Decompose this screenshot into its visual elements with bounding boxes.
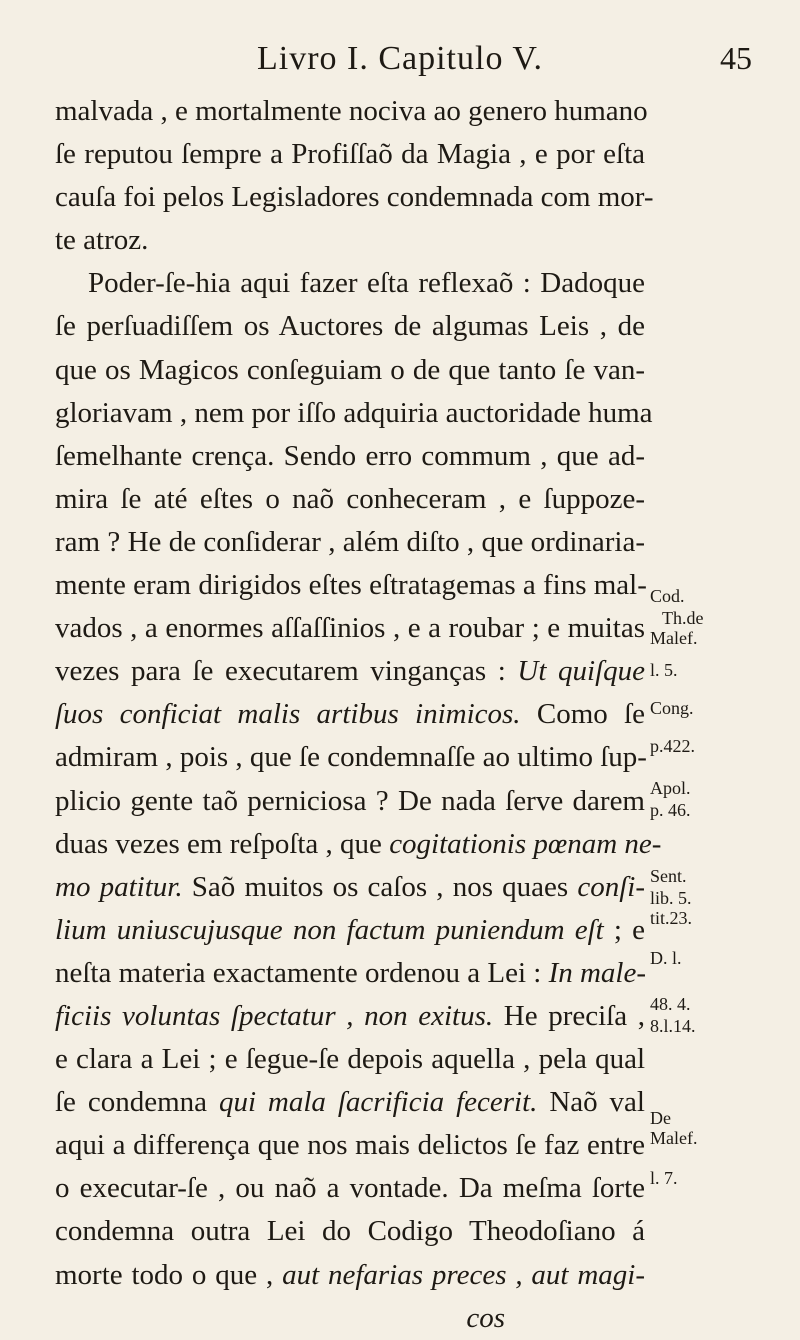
text-line: mira ſe até eſtes o naõ conheceram , e ſuppoze-: [55, 482, 645, 515]
margin-note: lib. 5.: [650, 888, 692, 908]
text-line: neſta materia exactamente ordenou a Lei : In male-: [55, 956, 646, 989]
text-line: mente eram dirigidos eſtes eſtratagemas a fins mal-: [55, 569, 647, 602]
text-line: ficiis voluntas ſpectatur , non exitus. He preciſa ,: [55, 999, 645, 1032]
text-line: lium uniuscujusque non factum puniendum eſt ; e: [55, 913, 645, 946]
margin-note: 8.l.14.: [650, 1016, 696, 1036]
text-line: ſuos conficiat malis artibus inimicos. Como ſe: [55, 698, 645, 731]
margin-note: l. 7.: [650, 1168, 678, 1188]
text-line: malvada , e mortalmente nociva ao genero humano: [55, 95, 648, 127]
text-line: plicio gente taõ perniciosa ? De nada ſerve darem: [55, 784, 645, 817]
margin-note: Malef.: [650, 628, 698, 648]
margin-note: Th.de: [662, 608, 704, 628]
text-line: que os Magicos conſeguiam o de que tanto ſe van-: [55, 353, 645, 386]
margin-note: Malef.: [650, 1128, 698, 1148]
text-line: cauſa foi pelos Legisladores condemnada com mor-: [55, 181, 654, 214]
text-line: morte todo o que , aut nefarias preces , aut magi-: [55, 1258, 645, 1291]
text-line: duas vezes em reſpoſta , que cogitationis pœnam ne-: [55, 827, 662, 860]
text-line: ſemelhante crença. Sendo erro commum , que ad-: [55, 439, 645, 472]
margin-note: Cod.: [650, 586, 685, 606]
margin-note: l. 5.: [650, 660, 678, 680]
text-line: ſe condemna qui mala ſacrificia fecerit. Naõ val: [55, 1086, 645, 1119]
text-line: Poder-ſe-hia aqui fazer eſta reflexaõ : Dadoque: [88, 267, 645, 300]
body-text: [55, 90, 662, 1340]
text-line: ſe reputou ſempre a Profiſſaõ da Magia , e por eſta: [55, 138, 645, 171]
margin-note: p.422.: [650, 736, 695, 756]
page-number: 45: [720, 40, 752, 76]
margin-note: tit.23.: [650, 908, 693, 928]
text-line: te atroz.: [55, 224, 149, 257]
text-line: vezes para ſe executarem vinganças : Ut quiſque: [55, 655, 645, 688]
text-line: e clara a Lei ; e ſegue-ſe depois aquella , pela qual: [55, 1043, 645, 1076]
catchword: cos: [466, 1301, 505, 1334]
text-line: mo patitur. Saõ muitos os caſos , nos quaes conſi-: [55, 870, 645, 903]
text-line: aqui a differença que nos mais delictos ſe faz entre: [55, 1129, 645, 1162]
running-head: Livro I. Capitulo V.: [256, 40, 544, 77]
text-line: ram ? He de conſiderar , além diſto , que ordinaria-: [55, 525, 645, 558]
margin-note: 48. 4.: [650, 994, 691, 1014]
text-line: condemna outra Lei do Codigo Theodoſiano á: [55, 1215, 645, 1248]
margin-note: p. 46.: [650, 800, 691, 820]
text-line: vados , a enormes aſſaſſinios , e a roubar ; e muitas: [55, 612, 645, 645]
margin-note: De: [650, 1108, 671, 1128]
text-line: gloriavam , nem por iſſo adquiria auctoridade huma: [55, 396, 653, 429]
margin-note: Apol.: [650, 778, 691, 798]
page-header: [0, 40, 800, 90]
margin-note: Cong.: [650, 698, 694, 718]
text-line: ſe perſuadiſſem os Auctores de algumas Leis , de: [55, 310, 645, 343]
margin-note: Sent.: [650, 866, 687, 886]
text-line: o executar-ſe , ou naõ a vontade. Da meſma ſorte: [55, 1172, 645, 1205]
margin-note: D. l.: [650, 948, 682, 968]
text-line: admiram , pois , que ſe condemnaſſe ao ultimo ſup-: [55, 741, 647, 774]
